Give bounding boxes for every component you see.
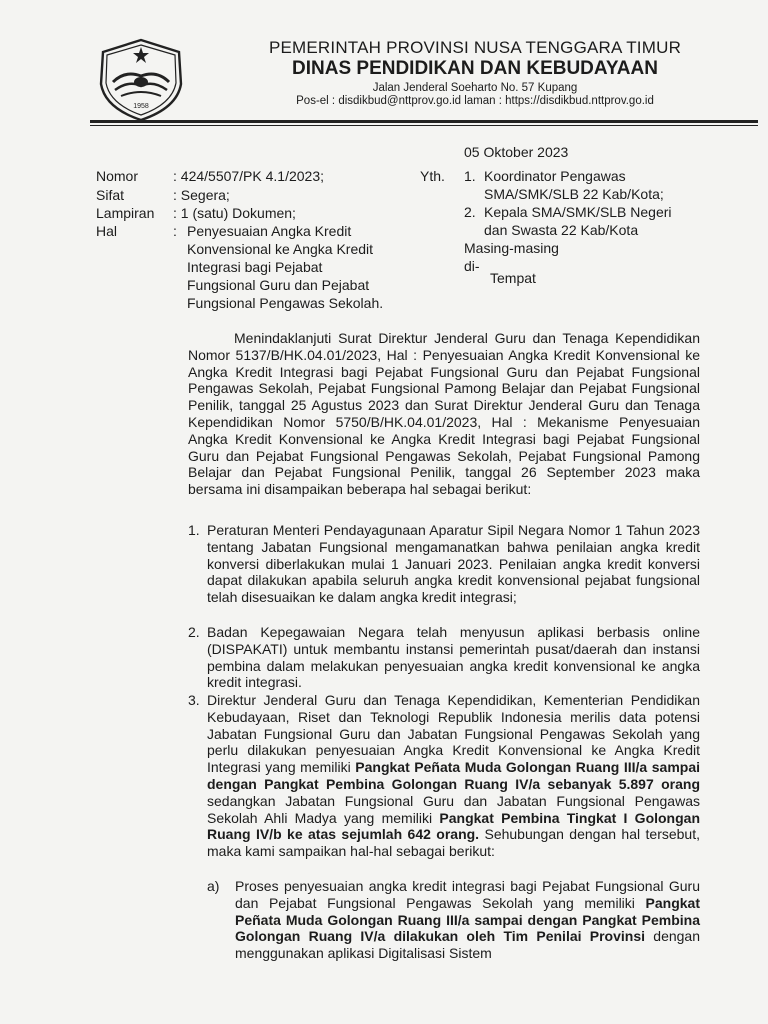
sifat-value: : Segera; — [173, 187, 230, 203]
point-3-text: Direktur Jenderal Guru dan Tenaga Kependidikan, Kementerian Pendidikan Kebudayaan, Riset dan Teknologi Republik Indonesia merilis data potensi Jabatan Fungsional Guru dan Jabatan Fungsional Pengawas Sekolah yang perlu dilakukan penyesuaian Angka Kredit Konvensional ke Angka Kredit Integrasi yang memiliki Pangkat Peñata Muda Golongan Ruang III/a sampai dengan Pangkat Pembina Golongan Ruang IV/a sebanyak 5.897 orang sedangkan Jabatan Fungsional Guru dan Jabatan Fungsional Pengawas Sekolah Ahli Madya yang memiliki Pangkat Pembina Tingkat I Golongan Ruang IV/b ke atas sejumlah 642 orang. Sehubungan dengan hal tersebut, maka kami sampaikan hal-hal sebagai berikut: — [207, 692, 701, 860]
subpoint-a-text: Proses penyesuaian angka kredit integrasi bagi Pejabat Fungsional Guru dan Pejabat Fungsional Pengawas Sekolah yang memiliki Pangkat Peñata Muda Golongan Ruang III/a sampai dengan Pangkat Pembina Golongan Ruang IV/a dilakukan oleh Tim Penilai Provinsi dengan menggunakan aplikasi Digitalisasi Sistem — [235, 878, 700, 962]
letterhead-address: Jalan Jenderal Soeharto No. 57 Kupang — [372, 82, 578, 94]
point-3-bold-text: Pangkat Pembina Tingkat I Golongan Ruang IV/b ke atas sejumlah 642 orang. — [207, 809, 700, 843]
svg-text:1958: 1958 — [133, 103, 149, 110]
hal-colon: : — [173, 223, 177, 239]
hal-line: Fungsional Pengawas Sekolah. — [187, 295, 384, 311]
letter-date: 05 Oktober 2023 — [464, 144, 569, 160]
nomor-label: Nomor — [96, 168, 139, 184]
recipient-yth: Yth. — [420, 168, 445, 184]
recipient-2-number: 2. — [464, 204, 476, 220]
nomor-value: : 424/5507/PK 4.1/2023; — [173, 168, 325, 184]
hal-line: Konvensional ke Angka Kredit — [187, 241, 374, 257]
subpoint-a-number: a) — [207, 878, 220, 894]
point-2-text: Badan Kepegawaian Negara telah menyusun aplikasi berbasis online (DISPAKATI) untuk membantu instansi pemerintah pusat/daerah dan instansi pembina dalam melakukan penyesuaian angka kredit konvensional ke angka kredit integrasi. — [207, 624, 700, 691]
point-2-number: 2. — [188, 624, 200, 640]
hal-line: Integrasi bagi Pejabat — [187, 259, 323, 275]
recipient-2-line: dan Swasta 22 Kab/Kota — [484, 222, 639, 238]
recipient-tempat: Tempat — [490, 270, 536, 286]
header-rule-thin — [90, 125, 758, 126]
recipient-di: di- — [464, 258, 480, 274]
point-1-number: 1. — [188, 522, 200, 538]
government-emblem-logo — [95, 36, 187, 122]
letterhead-agency: DINAS PENDIDIKAN DAN KEBUDAYAAN — [292, 58, 658, 79]
intro-paragraph: Menindaklanjuti Surat Direktur Jenderal Guru dan Tenaga Kependidikan Nomor 5137/B/HK.04.01/2023, Hal : Penyesuaian Angka Kredit Konvensional ke Angka Kredit Integrasi bagi Pejabat Fungsional Guru dan Pejabat Fungsional Pengawas Sekolah, Pejabat Fungsional Pamong Belajar dan Pejabat Fungsional Penilik, tanggal 25 Agustus 2023 dan Surat Direktur Jenderal Guru dan Tenaga Kependidikan Nomor 5750/B/HK.04.01/2023, Hal : Mekanisme Penyesuaian Angka Kredit Konvensional ke Angka Kredit Integrasi bagi Pejabat Fungsional Guru dan Pejabat Fungsional Pengawas Sekolah, Pejabat Fungsional Pamong Belajar dan Pejabat Fungsional Penilik, tanggal 26 September 2023 maka bersama ini disampaikan beberapa hal sebagai berikut: — [188, 330, 700, 498]
sifat-label: Sifat — [96, 187, 125, 203]
lampiran-value: : 1 (satu) Dokumen; — [173, 205, 296, 221]
hal-line: Penyesuaian Angka Kredit — [187, 223, 352, 239]
point-3-bold-text: Pangkat Peñata Muda Golongan Ruang III/a sampai dengan Pangkat Pembina Golongan Ruang IV/a sebanyak 5.897 orang — [207, 759, 701, 792]
lampiran-label: Lampiran — [96, 205, 155, 221]
recipient-1-number: 1. — [464, 168, 476, 184]
recipient-masing: Masing-masing — [464, 240, 559, 256]
recipient-1-line: Koordinator Pengawas — [484, 168, 626, 184]
letterhead-government: PEMERINTAH PROVINSI NUSA TENGGARA TIMUR — [268, 38, 682, 57]
point-1-text: Peraturan Menteri Pendayagunaan Aparatur Sipil Negara Nomor 1 Tahun 2023 tentang Jabatan Fungsional mengamanatkan bahwa penilaian angka kredit konversi diberlakukan mulai 1 Januari 2023. Penilaian angka kredit konversi dapat dilakukan apabila seluruh angka kredit konvensional pejabat fungsional telah disesuaikan ke dalam angka kredit integrasi; — [207, 522, 700, 606]
letterhead-contact: Pos-el : disdikbud@nttprov.go.id laman : https://disdikbud.nttprov.go.id — [296, 95, 654, 107]
hal-label: Hal — [96, 223, 118, 239]
recipient-2-line: Kepala SMA/SMK/SLB Negeri — [484, 204, 672, 220]
header-rule-thick — [90, 120, 758, 123]
point-3-number: 3. — [188, 692, 200, 708]
recipient-1-line: SMA/SMK/SLB 22 Kab/Kota; — [484, 186, 664, 202]
hal-line: Fungsional Guru dan Pejabat — [187, 277, 370, 293]
subpoint-a-bold-text: Pangkat Peñata Muda Golongan Ruang III/a sampai dengan Pangkat Pembina Golongan Ruang IV/a dilakukan oleh Tim Penilai Provinsi — [235, 894, 700, 945]
